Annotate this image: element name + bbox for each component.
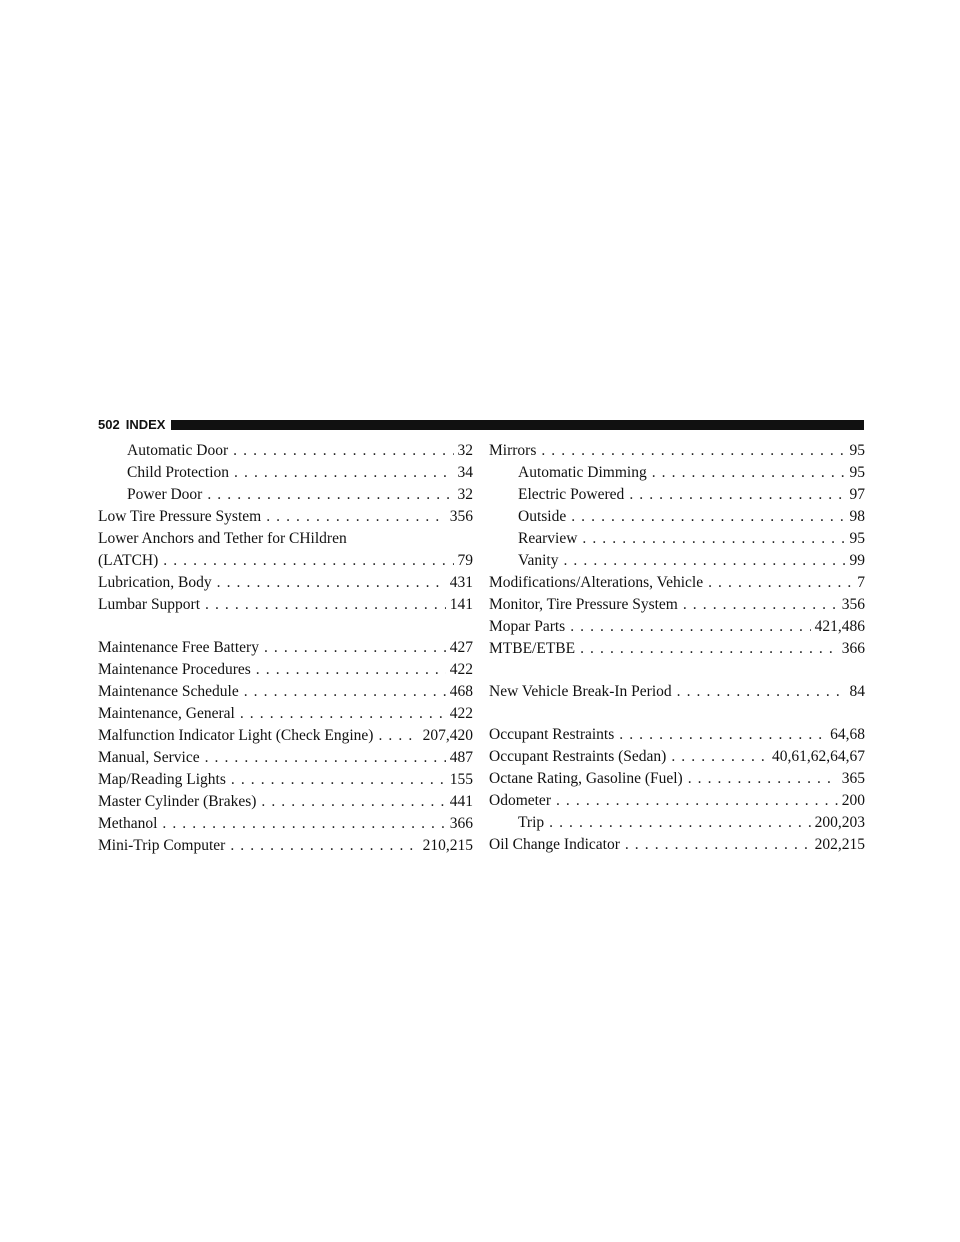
entry-label: Oil Change Indicator (489, 836, 620, 853)
entry-page-numbers: 356 (841, 596, 865, 613)
entry-page-numbers: 95 (849, 464, 865, 481)
entry-label: Modifications/Alterations, Vehicle (489, 574, 704, 591)
index-entry (489, 616, 865, 638)
index-entry (489, 834, 865, 856)
entry-page-numbers: 366 (841, 640, 865, 657)
dot-leader (575, 638, 838, 660)
entry-label: Automatic Dimming (518, 464, 647, 481)
entry-label: Master Cylinder (Brakes) (98, 793, 257, 810)
index-subentry (98, 440, 473, 462)
dot-leader (212, 572, 446, 594)
entry-page-numbers: 95 (849, 442, 865, 459)
entry-label: Mopar Parts (489, 618, 566, 635)
entry-page-numbers: 441 (449, 793, 473, 810)
entry-label: Maintenance Free Battery (98, 639, 259, 656)
entry-page-numbers: 365 (841, 770, 865, 787)
entry-page-numbers: 7 (857, 574, 865, 591)
entry-label: Octane Rating, Gasoline (Fuel) (489, 770, 683, 787)
entry-page-numbers: 421,486 (814, 618, 865, 635)
dot-leader (373, 725, 418, 747)
header-rule (171, 420, 864, 430)
index-entry (98, 835, 473, 857)
entry-label: Manual, Service (98, 749, 200, 766)
entry-label: Automatic Door (127, 442, 229, 459)
entry-page-numbers: 141 (449, 596, 473, 613)
index-subentry (489, 506, 865, 528)
entry-page-numbers: 422 (449, 661, 473, 678)
entry-page-numbers: 487 (449, 749, 473, 766)
dot-leader (235, 703, 446, 725)
entry-page-numbers: 210,215 (422, 837, 473, 854)
entry-page-numbers: 422 (449, 705, 473, 722)
index-entry (98, 703, 473, 725)
entry-label: Electric Powered (518, 486, 625, 503)
entry-label: Trip (518, 814, 545, 831)
entry-label: Occupant Restraints (489, 726, 615, 743)
entry-label: MTBE/ETBE (489, 640, 576, 657)
index-subentry (98, 484, 473, 506)
index-entry (98, 528, 473, 550)
entry-label: Maintenance, General (98, 705, 235, 722)
entry-page-numbers: 431 (449, 574, 473, 591)
entry-page-numbers: 356 (449, 508, 473, 525)
dot-leader (544, 812, 810, 834)
index-entry (489, 440, 865, 462)
dot-leader (703, 572, 853, 594)
section-gap (98, 616, 473, 637)
entry-label: Malfunction Indicator Light (Check Engine) (98, 727, 374, 744)
entry-label: Low Tire Pressure System (98, 508, 262, 525)
index-entry (98, 506, 473, 528)
dot-leader (624, 484, 845, 506)
dot-leader (239, 681, 446, 703)
entry-label: Lubrication, Body (98, 574, 212, 591)
entry-label: Rearview (518, 530, 578, 547)
index-subentry (489, 484, 865, 506)
dot-leader (577, 528, 845, 550)
entry-label: (LATCH) (98, 552, 159, 569)
dot-leader (566, 506, 845, 528)
index-subentry (489, 462, 865, 484)
entry-page-numbers: 200,203 (814, 814, 865, 831)
entry-page-numbers: 64,68 (830, 726, 865, 743)
dot-leader (666, 746, 768, 768)
index-entry (489, 572, 865, 594)
entry-page-numbers: 84 (849, 683, 865, 700)
entry-label: Power Door (127, 486, 203, 503)
entry-label: Map/Reading Lights (98, 771, 226, 788)
dot-leader (261, 506, 446, 528)
index-entry (98, 725, 473, 747)
entry-page-numbers: 98 (849, 508, 865, 525)
section-gap (489, 703, 865, 724)
dot-leader (200, 747, 446, 769)
dot-leader (229, 462, 453, 484)
index-entry (489, 681, 865, 703)
index-column-left (98, 440, 473, 857)
dot-leader (558, 550, 845, 572)
index-entry (489, 768, 865, 790)
dot-leader (536, 440, 845, 462)
entry-label: Odometer (489, 792, 551, 809)
dot-leader (565, 616, 810, 638)
index-subentry (489, 812, 865, 834)
index-entry (489, 746, 865, 768)
entry-page-numbers: 200 (841, 792, 865, 809)
entry-label: Mirrors (489, 442, 537, 459)
entry-page-numbers: 468 (449, 683, 473, 700)
index-entry (98, 550, 473, 572)
entry-page-numbers: 34 (457, 464, 473, 481)
dot-leader (228, 440, 453, 462)
entry-page-numbers: 202,215 (814, 836, 865, 853)
entry-label: Monitor, Tire Pressure System (489, 596, 678, 613)
entry-page-numbers: 99 (849, 552, 865, 569)
entry-page-numbers: 366 (449, 815, 473, 832)
dot-leader (256, 791, 445, 813)
index-entry (98, 769, 473, 791)
page-number: 502 (98, 417, 120, 432)
index-subentry (489, 550, 865, 572)
page-header (98, 417, 864, 433)
index-entry (98, 637, 473, 659)
index-entry (98, 594, 473, 616)
dot-leader (683, 768, 838, 790)
entry-page-numbers: 97 (849, 486, 865, 503)
index-subentry (98, 462, 473, 484)
dot-leader (226, 769, 446, 791)
section-title: INDEX (125, 417, 166, 432)
index-entry (98, 572, 473, 594)
index-entry (98, 659, 473, 681)
entry-label: Lower Anchors and Tether for CHildren (98, 530, 347, 547)
dot-leader (202, 484, 453, 506)
entry-label: Maintenance Schedule (98, 683, 239, 700)
dot-leader (678, 594, 838, 616)
index-entry (489, 594, 865, 616)
entry-label: Child Protection (127, 464, 230, 481)
dot-leader (620, 834, 811, 856)
entry-label: Methanol (98, 815, 158, 832)
dot-leader (158, 550, 453, 572)
dot-leader (614, 724, 826, 746)
index-entry (489, 724, 865, 746)
index-subentry (489, 528, 865, 550)
dot-leader (551, 790, 838, 812)
index-entry (98, 791, 473, 813)
entry-page-numbers: 427 (449, 639, 473, 656)
entry-label: Maintenance Procedures (98, 661, 251, 678)
dot-leader (157, 813, 445, 835)
entry-label: Vanity (518, 552, 559, 569)
dot-leader (225, 835, 418, 857)
entry-page-numbers: 95 (849, 530, 865, 547)
entry-label: Outside (518, 508, 567, 525)
dot-leader (647, 462, 846, 484)
entry-page-numbers: 32 (457, 486, 473, 503)
entry-page-numbers: 32 (457, 442, 473, 459)
dot-leader (200, 594, 446, 616)
index-entry (98, 813, 473, 835)
entry-page-numbers: 155 (449, 771, 473, 788)
entry-page-numbers: 207,420 (422, 727, 473, 744)
index-entry (98, 747, 473, 769)
index-entry (489, 638, 865, 660)
entry-page-numbers: 79 (457, 552, 473, 569)
dot-leader (251, 659, 446, 681)
index-column-right (489, 440, 865, 856)
entry-label: Occupant Restraints (Sedan) (489, 748, 667, 765)
dot-leader (259, 637, 446, 659)
dot-leader (672, 681, 846, 703)
index-entry (489, 790, 865, 812)
entry-label: Mini-Trip Computer (98, 837, 226, 854)
section-gap (489, 660, 865, 681)
entry-label: Lumbar Support (98, 596, 201, 613)
entry-page-numbers: 40,61,62,64,67 (772, 748, 865, 765)
index-entry (98, 681, 473, 703)
entry-label: New Vehicle Break-In Period (489, 683, 672, 700)
